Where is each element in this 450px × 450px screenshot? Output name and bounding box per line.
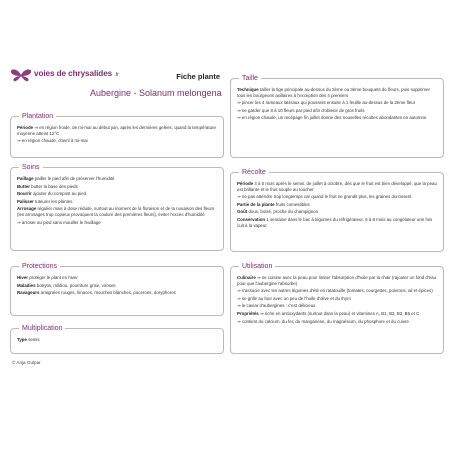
item-text: ⇒ le caviar d'aubergines : c'est délicieux bbox=[237, 303, 316, 309]
section-title: Protections bbox=[19, 262, 60, 271]
section-multiplication bbox=[10, 325, 224, 354]
section-taille bbox=[230, 75, 444, 158]
item-label: Culinaire bbox=[237, 275, 256, 280]
item-label: Butter bbox=[17, 183, 30, 189]
item-label: Conservation bbox=[237, 216, 266, 222]
item-text: tuteurer les plantes bbox=[33, 198, 73, 204]
section-item bbox=[17, 199, 218, 205]
item-text: semis bbox=[26, 337, 40, 342]
item-label: Paillage bbox=[17, 176, 34, 181]
section-soins bbox=[10, 164, 224, 251]
section-item bbox=[17, 176, 218, 182]
section-title: Plantation bbox=[19, 112, 56, 121]
item-label: Hiver bbox=[17, 275, 28, 280]
item-text: 4 à 5 mois après le semis, de juillet à octobre, dès que le fruit est bien développé, que la peau est brillante et le fruit souple au toucher bbox=[237, 181, 437, 192]
section-item bbox=[237, 115, 438, 121]
item-text: doux, boisé, proche du champignon bbox=[247, 209, 319, 215]
copyright: © Anja Gulpar bbox=[12, 360, 41, 365]
section-item bbox=[17, 283, 218, 289]
section-content bbox=[237, 275, 438, 326]
section-content bbox=[17, 337, 218, 345]
section-item bbox=[237, 181, 438, 192]
section-title: Taille bbox=[239, 74, 261, 83]
section-item bbox=[17, 220, 218, 226]
item-text: ⇒ s'associe avec les autres légumes d'été en ratatouille (tomates, courgettes, poivrons, ail et épices) bbox=[237, 288, 433, 294]
item-label: Type bbox=[17, 337, 27, 342]
section-title: Soins bbox=[19, 163, 43, 172]
section-item bbox=[237, 194, 438, 200]
item-label: Ravageurs bbox=[17, 290, 40, 296]
section-item bbox=[237, 296, 438, 302]
section-item bbox=[237, 100, 438, 106]
item-text: protéger le plant en hiver bbox=[27, 275, 78, 280]
item-label: Partie de la plante bbox=[237, 201, 275, 207]
section-content bbox=[17, 176, 218, 227]
section-item bbox=[17, 191, 218, 197]
item-text: ⇒ pincer les 4 rameaux latéraux qui poussent ensuite à 1 feuille au-dessus de la 2ème fleur bbox=[237, 100, 416, 106]
header bbox=[8, 66, 222, 104]
item-label: Propriétés bbox=[237, 310, 259, 316]
section-title: Multiplication bbox=[19, 324, 65, 333]
section-item bbox=[237, 108, 438, 114]
item-text: ⇒ contient du calcium, du fer, du manganèse, du magnésium, du phosphore et du cuivre bbox=[237, 318, 409, 324]
section-item bbox=[17, 206, 218, 217]
section-item bbox=[17, 337, 218, 343]
section-content bbox=[17, 125, 218, 146]
item-label: Maladies bbox=[17, 282, 36, 288]
item-text: ⇒ ne garder que 8 à 10 fleurs par pied afin d'obtenir de gros fruits bbox=[237, 107, 365, 113]
item-text: ⇒ se cuisine avec la peau pour limiter l'absorption d'huile par la chair (rajouter un fond d'eau pour que l'aubergine l'absorbe) bbox=[237, 275, 437, 286]
item-label: Palisser bbox=[17, 198, 34, 204]
section-plantation bbox=[10, 113, 224, 158]
section-title: Récolte bbox=[239, 168, 269, 177]
section-item bbox=[17, 125, 218, 136]
section-item bbox=[237, 209, 438, 215]
item-text: tailler la tige principale au-dessus du 2ème ou 3ème bouquets de fleurs, puis supprimer tous les bourgeons axillaires à l'exception des 4 premiers bbox=[237, 87, 430, 98]
item-text: pailler le pied afin de préserver l'humidité bbox=[33, 176, 115, 181]
item-text: régulier mais à dose réduite, surtout au moment de la floraison et de la nouaison des fleurs (les arrosages trop copieux provoquent la coulure des premières fleurs), éviter l'excès d'humidité bbox=[17, 206, 215, 217]
section-item bbox=[237, 311, 438, 317]
item-label: Nourrir bbox=[17, 191, 32, 197]
item-label: Arrosage bbox=[17, 206, 37, 212]
section-item bbox=[237, 288, 438, 294]
item-text: ⇒ arroser au pied sans mouiller le feuillage bbox=[17, 219, 101, 225]
item-label: Goût bbox=[237, 209, 248, 215]
item-text: ⇒ se grille au four avec un peu de l'huile d'olive et du thym bbox=[237, 295, 351, 301]
item-label: Période bbox=[17, 125, 34, 130]
item-text: araignées rouges, limaces, mouches blanches, pucerons, doryphores bbox=[39, 290, 176, 296]
item-text: fruits comestibles bbox=[274, 201, 310, 207]
item-text: ⇒ ne pas attendre trop longtemps car quand le fruit ne grandit plus, les graines durcissent bbox=[237, 194, 412, 200]
section-item bbox=[237, 319, 438, 325]
section-content bbox=[237, 181, 438, 230]
plant-name: Aubergine - Solanum melongena bbox=[90, 88, 222, 98]
item-text: ⇒ en région chaude, un recépage fin juillet donne des nouvelles récoltes abondantes en automne bbox=[237, 115, 427, 121]
item-text: ajouter du compost au pied bbox=[31, 191, 87, 197]
section-item bbox=[17, 290, 218, 296]
section-item bbox=[237, 275, 438, 286]
item-text: botrytis, mildiou, pourriture grise, viroses bbox=[35, 282, 116, 288]
section-content bbox=[237, 87, 438, 123]
item-label: Période bbox=[237, 181, 254, 186]
item-text: 1 semaine dans le bac à légumes du réfrigérateur, 6 à 8 mois au congélateur une fois cuit à la vapeur bbox=[237, 216, 433, 228]
section-utilisation bbox=[230, 263, 444, 354]
section-item bbox=[237, 202, 438, 208]
section-item bbox=[17, 184, 218, 190]
item-label: Technique bbox=[237, 87, 259, 92]
section-recolte bbox=[230, 169, 444, 252]
section-item bbox=[17, 138, 218, 144]
butterfly-logo-icon bbox=[10, 68, 32, 82]
sheet-label: Fiche plante bbox=[176, 72, 220, 81]
item-text: ⇒ en région chaude, d'avril à mi-mai bbox=[17, 138, 88, 144]
item-text: ⇒ en région froide, de mi-mai au début juin, après les dernières gelées, quand la température moyenne atteint 12°C bbox=[17, 125, 216, 136]
section-item bbox=[237, 87, 438, 98]
section-protections bbox=[10, 263, 224, 316]
item-text: butter la base des pieds bbox=[29, 183, 78, 189]
brand-name: voies de chrysalides .fr bbox=[34, 69, 119, 78]
section-item bbox=[237, 217, 438, 228]
item-text: ⇒ riche en antioxydants (surtout dans la peau) et vitamines A, B1, B2, B3, B6 et C bbox=[258, 310, 420, 316]
section-title: Utilisation bbox=[239, 262, 275, 271]
section-item bbox=[17, 275, 218, 281]
section-item bbox=[237, 303, 438, 309]
section-content bbox=[17, 275, 218, 298]
